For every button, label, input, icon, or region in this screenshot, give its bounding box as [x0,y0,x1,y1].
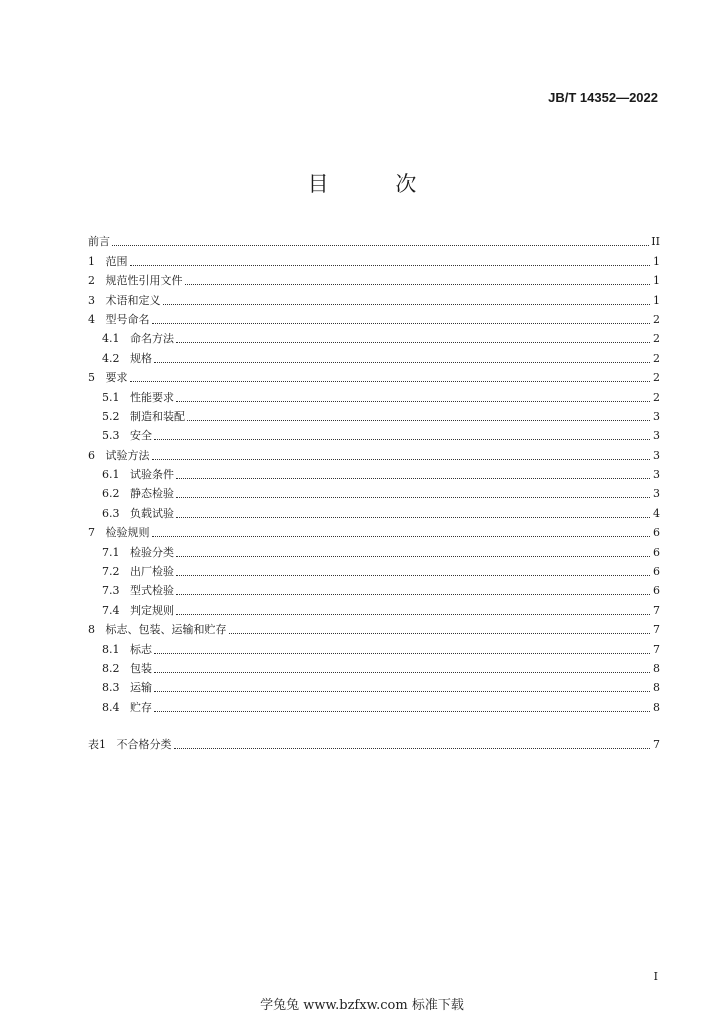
toc-entry-page: 2 [653,390,660,404]
toc-entry-title: 检验分类 [130,545,174,559]
dot-leader [154,362,650,363]
dot-leader [154,439,650,440]
toc-entry-title: 前言 [88,235,110,249]
dot-leader [154,653,650,654]
toc-entry-number: 7 [88,526,95,540]
toc-entry-page: 6 [653,545,660,559]
toc-entry-number: 8.2 [102,661,120,675]
dot-leader [229,633,651,634]
toc-entry[interactable] [88,288,660,307]
toc-entry[interactable] [88,424,660,443]
toc-entry-title: 包装 [130,661,152,675]
toc-entry-page: 1 [653,254,660,268]
toc-entry-title: 检验规则 [105,526,150,540]
dot-leader [176,517,650,518]
dot-leader [176,497,650,498]
toc-entry-number: 5.3 [102,429,120,443]
dot-leader [130,381,651,382]
toc-entry-title: 范围 [105,254,128,268]
dot-leader [154,711,650,712]
dot-leader [154,672,650,673]
toc-entry-page: 8 [653,661,660,675]
toc-entry[interactable] [88,637,660,656]
toc-entry-number: 7.1 [102,545,120,559]
toc-entry-number: 3 [88,293,95,307]
dot-leader [176,614,650,615]
toc-entry[interactable] [88,366,660,385]
toc-entry-number: 4.2 [102,351,120,365]
dot-leader [176,401,650,402]
standard-code: JB/T 14352—2022 [548,90,658,105]
toc-entry[interactable] [88,463,660,482]
toc-entry-page: 4 [653,506,660,520]
toc-entry-title: 要求 [105,371,128,385]
toc-entry-number: 4 [88,312,95,326]
toc-entry-page: II [651,235,660,249]
dot-leader [176,594,650,595]
toc-entry-title: 负载试验 [130,506,174,520]
toc-entry-page: 8 [653,700,660,714]
toc-entry-page: 3 [653,409,660,423]
toc-entry-title: 静态检验 [130,487,174,501]
toc-entry-title: 规范性引用文件 [105,274,183,288]
toc-entry-number: 8.4 [102,700,120,714]
watermark-text: 学兔兔 www.bzfxw.com 标准下载 [260,998,464,1013]
toc-entry[interactable] [88,560,660,579]
toc-entry[interactable] [88,443,660,462]
toc-entry[interactable] [88,695,660,714]
toc-entry-number: 2 [88,274,95,288]
toc-entry[interactable] [88,579,660,598]
toc-entry-page: 2 [653,351,660,365]
dot-leader [152,459,651,460]
toc-entry-page: 6 [653,584,660,598]
dot-leader [152,323,651,324]
toc-entry-title: 出厂检验 [130,565,174,579]
toc-entry-page: 2 [653,371,660,385]
toc-table-entry[interactable] [88,733,660,752]
table-of-contents [88,230,660,752]
toc-entry-title: 运输 [130,681,152,695]
dot-leader [163,304,651,305]
toc-entry-title: 判定规则 [130,603,174,617]
toc-entry-number: 5.1 [102,390,120,404]
toc-entry-number: 5 [88,371,95,385]
toc-entry[interactable] [88,249,660,268]
toc-entry-title: 试验条件 [130,468,174,482]
toc-entry-page: 1 [653,293,660,307]
dot-leader [176,478,650,479]
dot-leader [112,245,649,246]
toc-entry-page: 7 [653,738,660,752]
toc-entry-title: 标志、包装、运输和贮存 [105,623,227,637]
toc-entry[interactable] [88,501,660,520]
toc-entry-title: 不合格分类 [116,738,172,752]
toc-entry[interactable] [88,269,660,288]
toc-entry-title: 安全 [130,429,152,443]
toc-entry[interactable] [88,327,660,346]
toc-entry-page: 2 [653,312,660,326]
dot-leader [130,265,651,266]
dot-leader [176,556,650,557]
toc-entry[interactable] [88,676,660,695]
dot-leader [152,536,651,537]
toc-entry[interactable] [88,540,660,559]
dot-leader [176,342,650,343]
toc-entry-number: 7.4 [102,603,120,617]
toc-entry[interactable] [88,618,660,637]
toc-entry-title: 试验方法 [105,448,150,462]
toc-entry-title: 贮存 [130,700,152,714]
toc-entry[interactable] [88,598,660,617]
toc-entry[interactable] [88,657,660,676]
toc-entry-number: 4.1 [102,332,120,346]
toc-entry-number: 6.1 [102,468,120,482]
toc-entry-title: 型式检验 [130,584,174,598]
toc-entry-number: 7.2 [102,565,120,579]
toc-entry[interactable] [88,385,660,404]
toc-entry-page: 7 [653,642,660,656]
toc-entry-page: 7 [653,603,660,617]
toc-entry[interactable] [88,230,660,249]
toc-entry-page: 6 [653,526,660,540]
toc-entry[interactable] [88,521,660,540]
dot-leader [154,691,650,692]
toc-entry-page: 7 [653,623,660,637]
page-number: I [653,970,658,983]
toc-entry-number: 6.3 [102,506,120,520]
toc-entry-number: 表1 [88,738,106,752]
toc-entry-page: 6 [653,565,660,579]
toc-entry-number: 6.2 [102,487,120,501]
toc-entry-page: 3 [653,487,660,501]
toc-entry[interactable] [88,346,660,365]
dot-leader [187,420,650,421]
toc-entry-number: 7.3 [102,584,120,598]
page-title: 目 次 [307,172,447,196]
toc-entry[interactable] [88,482,660,501]
dot-leader [176,575,650,576]
toc-entry-number: 6 [88,448,95,462]
toc-entry-title: 命名方法 [130,332,174,346]
toc-entry-page: 3 [653,468,660,482]
toc-entry-page: 3 [653,448,660,462]
dot-leader [174,748,651,749]
toc-entry-title: 标志 [130,642,152,656]
toc-entry-page: 1 [653,274,660,288]
toc-entry-number: 8 [88,623,95,637]
toc-entry-page: 3 [653,429,660,443]
toc-entry-number: 1 [88,254,95,268]
toc-entry-number: 8.1 [102,642,120,656]
toc-entry-page: 2 [653,332,660,346]
toc-entry-title: 术语和定义 [105,293,161,307]
dot-leader [185,284,651,285]
toc-entry-page: 8 [653,681,660,695]
toc-entry-title: 规格 [130,351,152,365]
toc-entry-number: 8.3 [102,681,120,695]
toc-entry-title: 型号命名 [105,312,150,326]
toc-entry-number: 5.2 [102,409,120,423]
toc-entry[interactable] [88,308,660,327]
toc-entry-title: 性能要求 [130,390,174,404]
toc-entry[interactable] [88,405,660,424]
toc-entry-title: 制造和装配 [130,409,185,423]
